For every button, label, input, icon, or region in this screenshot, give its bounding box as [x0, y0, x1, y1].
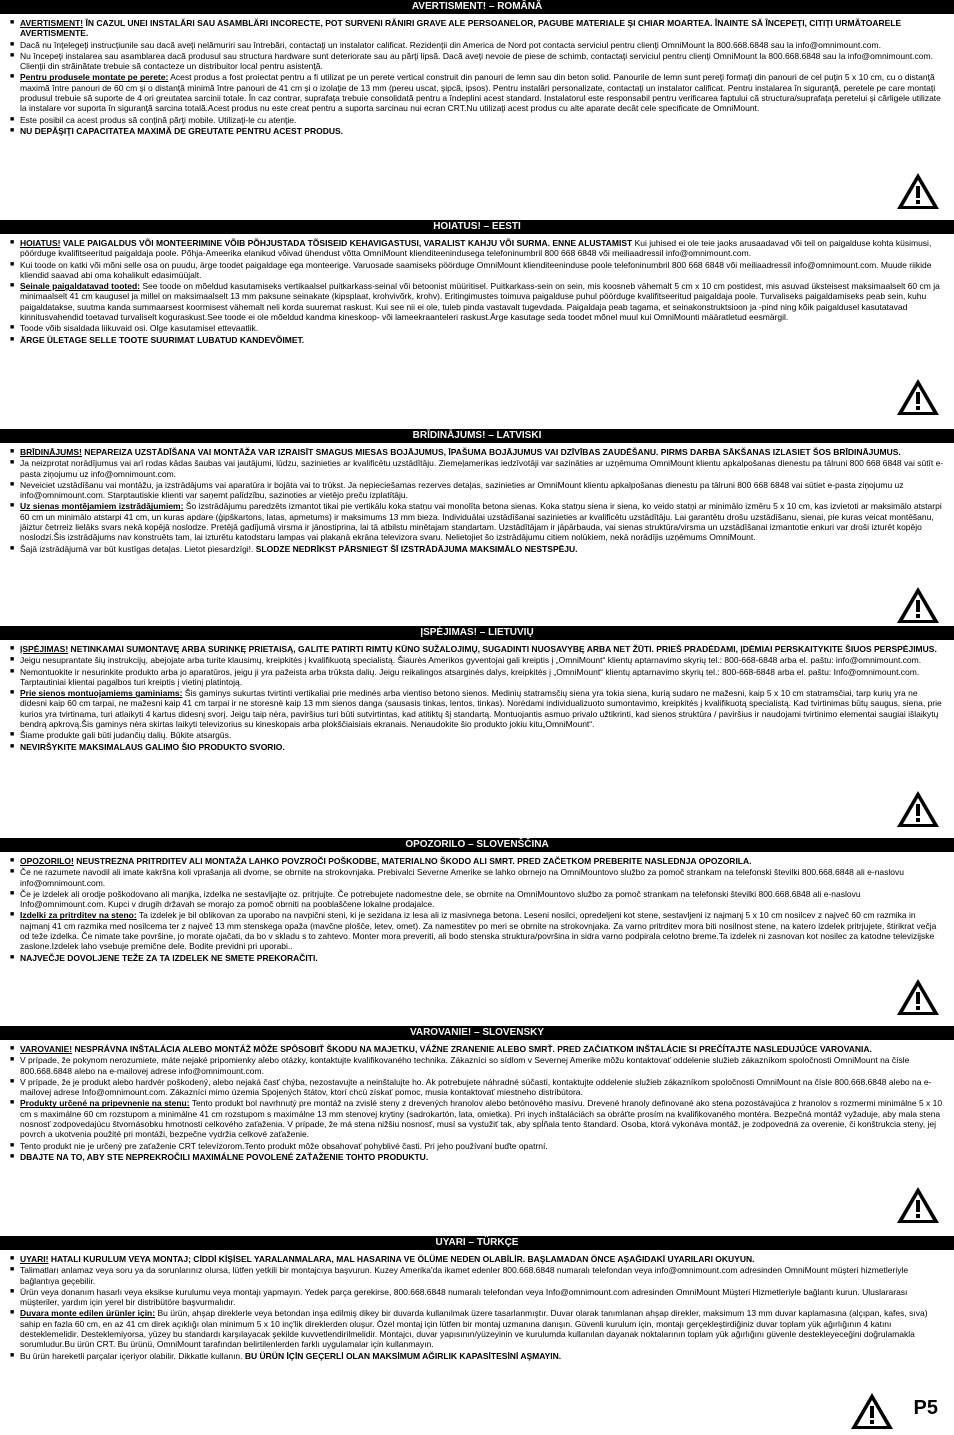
bullet-text: See toode on mõeldud kasutamiseks vertikaalsel puitkarkass-seinal või betoonist müüritisel. Puitkarkass-sein on sein, mis koosneb vähemalt 5 cm x 10 cm postidest, mis asuvad üksteisest maksimaalselt 60 cm ja minimaalselt 41 cm kaugusel ja millel on maksimaalselt 13 mm paksune seinakate (kipsplaat, krohvivõrk, krohv). Eritingimustes toimuva paigalduse puhul pöörduge kvalifitseeritud paigaldaja poole. Turvaliseks paigaldamiseks peab sein, kuhu paigaldatakse, suutma kanda summaarsest koormisest vähemalt neli korda suuremat raskust. Kui see nii ei ole, tuleb pinda vastavalt tugevdada. Paigaldaja peab tagama, et seinakonstruktsioon ja -pind ning kõik paigaldusel kasutatavad kinnitusvahendid toetavad turvaliselt koguraskust.See toode ei ole mõeldud kandma kineskoop- või lameekraanteleri raskust.Ärge kasutage seda toodet mõnel muul kui OmniMounti määratletud eesmärgil.	[20, 281, 940, 323]
bullet-text: Če je izdelek ali orodje poškodovano ali manjka, izdelka ne sestavljajte oz. pritrjujte. Če potrebujete nadomestne dele, se obrnite na OmniMountovo službo za pomoč strankam na telefonski številki 800.668.6848 ali e-naslovu Info@omnimount.com. Kupci v drugih državah se morajo za pomoč obrniti na pooblaščene lokalne prodajalce.	[20, 888, 861, 910]
bullet-item	[10, 742, 944, 752]
warning-caps: NESPRÁVNA INŠTALÁCIA ALEBO MONTÁŽ MÔŽE SPÔSOBIŤ ŠKODU NA MAJETKU, VÁŽNE ZRANENIE ALEBO SMRŤ. PRED ZAČIATKOM INŠTALÁCIE SI PREČÍTAJTE NASLEDUJÚCE VAROVANIA.	[72, 1044, 872, 1054]
bullet-item	[10, 323, 944, 333]
bullet-item	[10, 1287, 944, 1308]
bullet-item	[10, 867, 944, 888]
bullet-text: Este posibil ca acest produs să conţină părţi mobile. Utilizaţi-le cu atenţie.	[20, 114, 297, 125]
bullet-item	[10, 730, 944, 740]
bullet-item	[10, 40, 944, 50]
bullet-item	[10, 1044, 944, 1054]
bullet-text: Šo izstrādājumu paredzēts izmantot tikai pie vertikālu koka statņu vai monolīta betona sienas. Koka statņu siena ir siena, ko veido statņi ar minimālo izmēru 5 x 10 cm, kas izvietoti ar maksimālo atstarpi 60 cm un minimālo atstarpi 41 cm, un kuras apdare (ģipškartons, latas, apmetums) ir maksimums 13 mm bieza. Individuālai uzstādīšanai sazinieties ar kvalificētu uzstādītāju. Lai garantētu drošu uzstādīšanu, sienai, pie kuras veicat montēšanu, jāiztur četrreiz lielāks svars nekā kopējā noslodze. Pretējā gadījumā virsma ir jānostiprina, lai tā atbilstu minētajam standartam. Uzstādītājam ir jāpārbauda, vai sienas struktūra/virsma un uzstādīšanai izmantotie enkuri var droši izturēt kopējo noslodzi.Šis izstrādājums nav konstruēts tam, lai izturētu katodstaru lampas vai plakanā ekrāna televizora svaru. Nelietojiet šo izstrādājumu citiem nolūkiem, nekā norādījis uzņēmums OmniMount.	[20, 501, 942, 543]
warning-lead: Seinale paigaldatavad tooted:	[20, 281, 140, 292]
warning-caps: NU DEPĂŞIŢI CAPACITATEA MAXIMĂ DE GREUTATE PENTRU ACEST PRODUS.	[20, 125, 344, 136]
warning-lead: Duvara monte edilen ürünler için:	[20, 1308, 156, 1319]
section-body	[0, 852, 954, 963]
bullet-item	[10, 688, 944, 729]
bullet-item	[10, 1351, 944, 1361]
section-body	[0, 234, 954, 345]
section-header: HOIATUS! – EESTI	[0, 220, 954, 234]
section-body	[0, 1250, 954, 1361]
bullet-item	[10, 447, 944, 457]
warning-lead: ĮSPĖJIMAS!	[20, 644, 69, 654]
bullet-text: Ürün veya donanım hasarlı veya eksikse kurulumu veya montajı yapmayın. Yedek parça gerekirse, 800.668.6848 numaralı telefondan veya Info@omnimount.com adresinden OmniMount Müşteri Hizmetleriyle bağlantı kurun. Uluslararası müşteriler, yardım için yerel bir distribütöre başvurmalıdır.	[20, 1286, 908, 1308]
bullet-item	[10, 544, 944, 554]
bullet-item	[10, 667, 944, 688]
bullet-text: Kui toode on katki või mõni selle osa on puudu, ärge toodet paigaldage ega monteerige. Varuosade saamiseks pöörduge OmniMount klienditeeninduse poole telefoninumbril 800 668 6848 või meiliaadressil info@omnimount.com. Muude riikide kliendid saavad abi oma kohalikult edasimüüjalt.	[20, 259, 932, 280]
section-header: AVERTISMENT! – ROMÂNĂ	[0, 0, 954, 14]
bullet-text: Toode võib sisaldada liikuvaid osi. Olge kasutamisel ettevaatlik.	[20, 323, 259, 334]
warning-lead: Prie sienos montuojamiems gaminiams:	[20, 688, 183, 699]
warning-triangle-icon	[896, 790, 940, 828]
section-body	[0, 14, 954, 136]
bullet-item	[10, 856, 944, 866]
warning-caps: NETINKAMAI SUMONTAVĘ ARBA SURINKĘ PRIETAISĄ, GALITE PATIRTI RIMTŲ KŪNO SUŽALOJIMŲ, SUGADINTI NUOSAVYBĘ ARBA NET ŽŪTI. PRIEŠ PRADĖDAMI, ĮDĖMIAI PERSKAITYKITE ŠIUOS PERSPĖJIMUS.	[68, 644, 937, 654]
bullet-item	[10, 1254, 944, 1264]
bullet-item	[10, 72, 944, 113]
section-header: BRĪDINĀJUMS! – LATVISKI	[0, 429, 954, 443]
warning-caps: DBAJTE NA TO, ABY STE NEPREKROČILI MAXIMÁLNE POVOLENÉ ZAŤAŽENIE TOHTO PRODUKTU.	[20, 1151, 429, 1162]
warning-triangle-icon	[896, 378, 940, 416]
section-header: ĮSPĖJIMAS! – LIETUVIŲ	[0, 626, 954, 640]
bullet-text: Neveiciet uzstādīšanu vai montāžu, ja izstrādājums vai aparatūra ir bojāta vai to trūkst. Ja nepieciešamas rezerves detaļas, sazinieties ar OmniMount klientu apkalpošanas dienestu pa tālruni 800 668 6848 vai sūtiet e-pasta ziņojumu uz info@omnimount.com. Starptautiskie klienti var saņemt palīdzību, sazinoties ar vietējo preču izplatītāju.	[20, 479, 904, 501]
bullet-item	[10, 335, 944, 345]
warning-tail: SLODZE NEDRĪKST PĀRSNIEGT ŠĪ IZSTRĀDĀJUMA MAKSIMĀLO NESTSPĒJU.	[253, 543, 578, 554]
warning-caps: ÎN CAZUL UNEI INSTALĂRI SAU ASAMBLĂRI INCORECTE, POT SURVENI RĂNIRI GRAVE ALE PERSOANELOR, PAGUBE MATERIALE ŞI CHIAR MOARTEA. ÎNAINTE SĂ ÎNCEPEŢI, CITIŢI URMĂTOARELE AVERTISMENTE.	[20, 18, 902, 39]
bullet-text: Dacă nu înţelegeţi instrucţiunile sau dacă aveţi nelămuriri sau întrebări, contactaţi un instalator calificat. Rezidenţii din America de Nord pot contacta serviciul pentru clienţi OmniMount la 800.668.6848 sau la info@omnimount.com.	[20, 39, 881, 50]
warning-section	[0, 1026, 954, 1163]
bullet-text: Ta izdelek je bil oblikovan za uporabo na navpični steni, ki je sezidana iz lesa ali iz masivnega betona. Leseni nosilci, opredeljeni kot stene, sestavljeni iz najmanj 5 x 10 cm nosilcev z največ 60 cm razmika in najmanj 41 cm razmika med nosilcema ter z največ 13 mm stenskega opaža (mavčne plošče, letev, omet). Za namestitev po meri se obrnite na strokovnjaka. Za varno pritrditev mora biti nosilnost stene, na katero izdelek pritrjujete, štirikrat večja od teže izdelka. Če nimate take površine, jo morate ojačati, da bo v skladu s to zahtevo. Monter mora preveriti, ali bodo stenska struktura/površina in sidra varno podpirala celotno breme.Ta izdelek ni zasnovan kot nosilec za katodne televizijske zaslone.Izdelek laho vsebuje premične dele. Bodite previdni pri uporabi..	[20, 910, 937, 952]
bullet-item	[10, 655, 944, 665]
warning-lead: Pentru produsele montate pe perete:	[20, 72, 169, 83]
warning-lead: Produkty určené na pripevnenie na stenu:	[20, 1098, 190, 1109]
bullet-item	[10, 18, 944, 39]
bullet-item	[10, 1055, 944, 1076]
bullet-item	[10, 126, 944, 136]
section-body	[0, 640, 954, 752]
warning-lead: OPOZORILO!	[20, 856, 74, 866]
warning-section	[0, 838, 954, 964]
bullet-text: Šajā izstrādājumā var būt kustīgas detaļas. Lietot piesardzīgi!.	[20, 543, 254, 554]
bullet-text: Talimatları anlamaz veya soru ya da sorunlarınız olursa, lütfen yetkili bir montajcıya başvurun. Kuzey Amerika'da ikamet edenler 800.668.6848 numaralı telefondan veya info@omnimount.com adresinden OmniMount müşteri hizmetleriyle bağlantıya geçebilir.	[20, 1265, 909, 1286]
warning-lead: VAROVANIE!	[20, 1044, 73, 1054]
bullet-text: Bu ürün, ahşap direklerle veya betondan inşa edilmiş dikey bir duvarda kullanılmak üzere tasarlanmıştır. Duvar olarak tanımlanan ahşap direkler, maksimum 13 mm duvar kaplamasına (alçıpan, kafes, sıva) sahip en fazla 60 cm, en az 41 cm direk açıklığı olan minimum 5 x 10 inç'lik direklerden oluşur. Özel montaj için lütfen bir montaj uzmanına danışın. Güvenli kurulum için, montajı gerçekleştirdiğiniz duvar toplam yük ağırlığının 4 katını desteklemelidir. Desteklemiyorsa, yüzey bu standardı karşılayacak şekilde kuvvetlendirilmelidir. Montajcı, duvar yapısının/yüzeyinin ve kurulumda kullanılan dayanak noktalarının toplam yük ağırlığını güvenle destekleyeceğini doğrulamakla sorumludur.Bu ürün CRT. Bu ürünü, OmniMount tarafından belirtilenlerden farklı uygulamalar için kullanmayın.	[20, 1308, 928, 1350]
bullet-item	[10, 889, 944, 910]
warning-section	[0, 429, 954, 555]
bullet-text: Bu ürün hareketli parçalar içeriyor olabilir. Dikkatle kullanın.	[20, 1350, 243, 1361]
warning-caps: VALE PAIGALDUS VÕI MONTEERIMINE VÕIB PÕHJUSTADA TÕSISEID KEHAVIGASTUSI, VARALIST KAHJU VÕI SURMA. ENNE ALUSTAMIST	[60, 238, 633, 248]
section-body	[0, 1040, 954, 1162]
bullet-text: Tento produkt bol navrhnutý pre montáž na zvislé steny z drevených hranolov alebo betónového masívu. Drevené hranoly definované ako stena pozostávajúca z hranolov s rozmermi minimálne 5 x 10 cm s maximálne 60 cm rozstupom a minimálne 41 cm rozstupom s maximálne 13 mm stenovej krytiny (sadrokartón, lata, omietka). Pri inych inštaláciách sa obráťte prosím na kvalifikovaného montéra. Bezpečná montáž vyžaduje, aby mala stena nosnosť zodpovedajúcu štvornásobku hmotnosti celkového zaťaženia. V prípade, že má stena nižšiu nosnosť, musí sa vystužiť tak, aby spĺňala tento štandard. Osoba, ktorá vykonáva montáž, je zodpovedná za overenie, či konštrukcia steny, jej povrch a ukotvenia použité pri montáži, bezpečne vydržia celkové zaťaženie.	[20, 1098, 943, 1140]
bullet-text: Šiame produkte gali būti judančių dalių. Būkite atsargūs.	[20, 730, 232, 741]
bullet-text: Ja neizprotat norādījumus vai arī rodas kādas šaubas vai jautājumi, lūdzu, sazinieties ar kvalificētu uzstādītāju. Ziemeļamerikas iedzīvotāji var sazināties ar uzņēmuma OmniMount klientu apkalpošanas dienestu pa tālruni 800 668 6848 vai sūtīt e-pasta ziņojumu uz info@omnimount.com.	[20, 458, 944, 479]
section-header: UYARI – TÜRKÇE	[0, 1236, 954, 1250]
warning-caps: NEPAREIZA UZSTĀDĪŠANA VAI MONTĀŽA VAR IZRAISĪT SMAGUS MIESAS BOJĀJUMUS, ĪPAŠUMA BOJĀJUMUS VAI DZĪVĪBAS ZAUDĒŠANU. PIRMS DARBA SĀKŠANAS IZLASIET ŠOS BRĪDINĀJUMUS.	[81, 447, 901, 457]
warning-section	[0, 0, 954, 137]
bullet-item	[10, 501, 944, 542]
warning-lead: Izdelki za pritrditev na steno:	[20, 910, 137, 921]
bullet-text: Acest produs a fost proiectat pentru a fi utilizat pe un perete vertical construit din panouri de lemn sau din beton solid. Panourile de lemn sunt pereţi formaţi din panouri de cel puţin 5 x 10 cm, cu o distanţă maximă între panouri de 60 cm şi o distanţă minimă între panouri de 41 cm şi o izolaţie de 13 mm (pereu uscat, şipcă, ipsos). Pentru instalări personalizate, contactaţi un instalator calificat. Pentru instalarea în siguranţă, peretele pe care montaţi produsul trebuie să suporte de 4 ori greutatea sarcinii totale. În caz contrar, suprafaţa trebuie consolidată pentru a îndeplini acest standard. Instalatorul este responsabil pentru verificarea faptului că structura/suprafaţa peretelui şi cârligele utilizate la instalare vor suporta în siguranţă sarcina totală.Acest produs nu este creat pentru a suporta sarcinau nui ecran CRT.Nu utilizaţi acest produs cu alte aparate decât cele specificate de OmniMount.	[20, 72, 941, 114]
page-number: P5	[913, 1397, 938, 1419]
bullet-item	[10, 1098, 944, 1139]
bullet-item	[10, 115, 944, 125]
bullet-item	[10, 458, 944, 479]
warning-triangle-icon	[896, 586, 940, 624]
warning-section	[0, 220, 954, 346]
bullet-text: V prípade, že je produkt alebo hardvér poškodený, alebo nejaká časť chýba, nezostavujte a neinštalujte ho. Ak potrebujete náhradné súčasti, kontaktujte oddelenie služieb zákazníkom spoločnosti OmniMount na čísle 800.668.6848 alebo na e-mailovej adrese Info@omnimount.com. Zákazníci mimo územia Spojených štátov, ktorí chcú získať pomoc, musia kontaktovať miestneho distribútora.	[20, 1076, 932, 1098]
warning-lead: BRĪDINĀJUMS!	[20, 447, 82, 457]
bullet-item	[10, 51, 944, 72]
bullet-text: V prípade, že pokynom nerozumiete, máte nejaké pripomienky alebo otázky, kontaktujte kvalifikovaného technika. Zákazníci so sídlom v Severnej Amerike môžu kontaktovať oddelenie služieb zákazníkom spoločnosti OmniMount na čísle 800.668.6848 alebo na e-mailovej adrese info@omnimount.com.	[20, 1055, 910, 1076]
warning-triangle-icon	[896, 978, 940, 1016]
bullet-item	[10, 644, 944, 654]
warning-caps: NEVIRŠYKITE MAKSIMALAUS GALIMO ŠIO PRODUKTO SVORIO.	[20, 741, 285, 752]
bullet-item	[10, 953, 944, 963]
warning-lead: Uz sienas montējamiem izstrādājumiem:	[20, 501, 184, 512]
bullet-item	[10, 480, 944, 501]
bullet-text: Kui juhised ei ole teie jaoks arusaadavad või teil on paigalduse kohta küsimusi, pöörduge kvalifitseeritud paigaldaja poole. Põhja-Ameerika elanikud võivad ühendust võtta OmniMount klienditeenindusega telefoninumbril 800 668 6848 või meiliaadressil info@omnimount.com.	[20, 238, 932, 259]
bullet-item	[10, 1308, 944, 1349]
warning-lead: HOIATUS!	[20, 238, 61, 248]
bullet-item	[10, 260, 944, 281]
bullet-item	[10, 1077, 944, 1098]
bullet-item	[10, 1141, 944, 1151]
bullet-item	[10, 910, 944, 951]
warning-caps: NAJVEČJE DOVOLJENE TEŽE ZA TA IZDELEK NE SMETE PREKORAČITI.	[20, 952, 318, 963]
section-header: VAROVANIE! – SLOVENSKY	[0, 1026, 954, 1040]
bullet-item	[10, 281, 944, 322]
bullet-item	[10, 238, 944, 259]
warning-section	[0, 1236, 954, 1362]
bullet-item	[10, 1265, 944, 1286]
warning-caps: NEUSTREZNA PRITRDITEV ALI MONTAŽA LAHKO POVZROČI POŠKODBE, MATERIALNO ŠKODO ALI SMRT. PRED ZAČETKOM PREBERITE NASLEDNJA OPOZORILA.	[73, 856, 752, 866]
warning-caps: ÄRGE ÜLETAGE SELLE TOOTE SUURIMAT LUBATUD KANDEVÕIMET.	[20, 334, 305, 345]
warning-lead: AVERTISMENT!	[20, 18, 84, 28]
section-header: OPOZORILO – SLOVENŠČINA	[0, 838, 954, 852]
warning-triangle-icon	[896, 172, 940, 210]
section-body	[0, 443, 954, 554]
warning-caps: HATALI KURULUM VEYA MONTAJ; CİDDİ KİŞİSEL YARALANMALARA, MAL HASARINA VE ÖLÜME NEDEN OLABİLİR. BAŞLAMADAN ÖNCE AŞAĞIDAKİ UYARILARI OKUYUN.	[48, 1254, 755, 1264]
bullet-item	[10, 1152, 944, 1162]
bullet-text: Šis gaminys sukurtas tvirtinti vertikaliai prie medinės arba vientiso betono sienos. Medinių statramsčių siena yra tokia siena, kurią sudaro ne mažesni, kaip 5 x 10 cm statramsčiai, tarp kurių yra ne didesni kaip 60 cm tarpai, ne mažesni kaip 41 cm tarpai ir ne storesnė kaip 13 mm sienos danga (sausasis tinkas, lentos, tinkas). Norėdami individualizuoto sumontavimo, kreipkitės į kvalifikuotą specialistą. Kad tvirtinimas būtų saugus, siena, prie kurios yra tvirtinama, turi atlaikyti 4 kartus didesnį svorį. Jeigu taip nėra, paviršius turi būti sutvirtintas, kad atitiktų šį standartą. Montuojantis asmuo privalo užtikrinti, kad sienos struktūra / paviršius ir naudojami tvirtinimo elementai saugiai išlaikytų bendrą apkrovą.Šis gaminys nėra skirtas laikyti televizorius su kineskopais arba plokščiaisiais ekranais. Nenaudokite šio produkto jokiu kitu„OmniMount“.	[20, 688, 942, 730]
warning-triangle-icon	[896, 1186, 940, 1224]
bullet-text: Nemontuokite ir nesurinkite produkto arba jo aparatūros, jeigu ji yra pažeista arba trūksta dalių. Jeigu reikalingos atsarginės dalys, kreipkitės į „OmniMount“ klientų aptarnavimo skyrių tel.: 800-668-6848 arba el. paštu: Info@omnimount.com. Tarptautiniai klientai pagalbos turi kreiptis į vietinį platintoją.	[20, 666, 920, 687]
bullet-text: Jeigu nesuprantate šių instrukcijų, abejojate arba turite klausimų, kreipkitės į kvalifikuotą specialistą. Šiaurės Amerikos gyventojai gali kreiptis į „OmniMount“ klientų aptarnavimo skyrių tel.: 800-668-6848 arba el. paštu: info@omnimount.com.	[20, 655, 922, 666]
bullet-text: Tento produkt nie je určený pre zaťaženie CRT televízorom.Tento produkt môže obsahovať pohyblivé časti. Pri jeho používaní buďte opatrní.	[20, 1140, 548, 1151]
bullet-text: Nu începeţi instalarea sau asamblarea dacă produsul sau structura hardware sunt deteriorate sau au părţi lipsă. Dacă aveţi nevoie de piese de schimb, contactaţi serviciul pentru clienţi OmniMount la 800.668.6848 sau la info@omnimount.com. Clienţii din străinătate trebuie să contacteze un distribuitor local pentru asistenţă.	[20, 50, 933, 72]
warning-tail: BU ÜRÜN İÇİN GEÇERLİ OLAN MAKSİMUM AĞIRLIK KAPASİTESİNİ AŞMAYIN.	[242, 1350, 562, 1361]
warning-triangle-icon	[850, 1392, 894, 1430]
warning-section	[0, 626, 954, 753]
warning-lead: UYARI!	[20, 1254, 49, 1264]
bullet-text: Če ne razumete navodil ali imate kakršna koli vprašanja ali dvome, se obrnite na strokovnjaka. Prebivalci Severne Amerike se lahko obrnejo na OmniMountovo službo za pomoč strankam na telefonski številki 800.668.6848 ali e-naslovu info@omnimount.com.	[20, 867, 904, 888]
